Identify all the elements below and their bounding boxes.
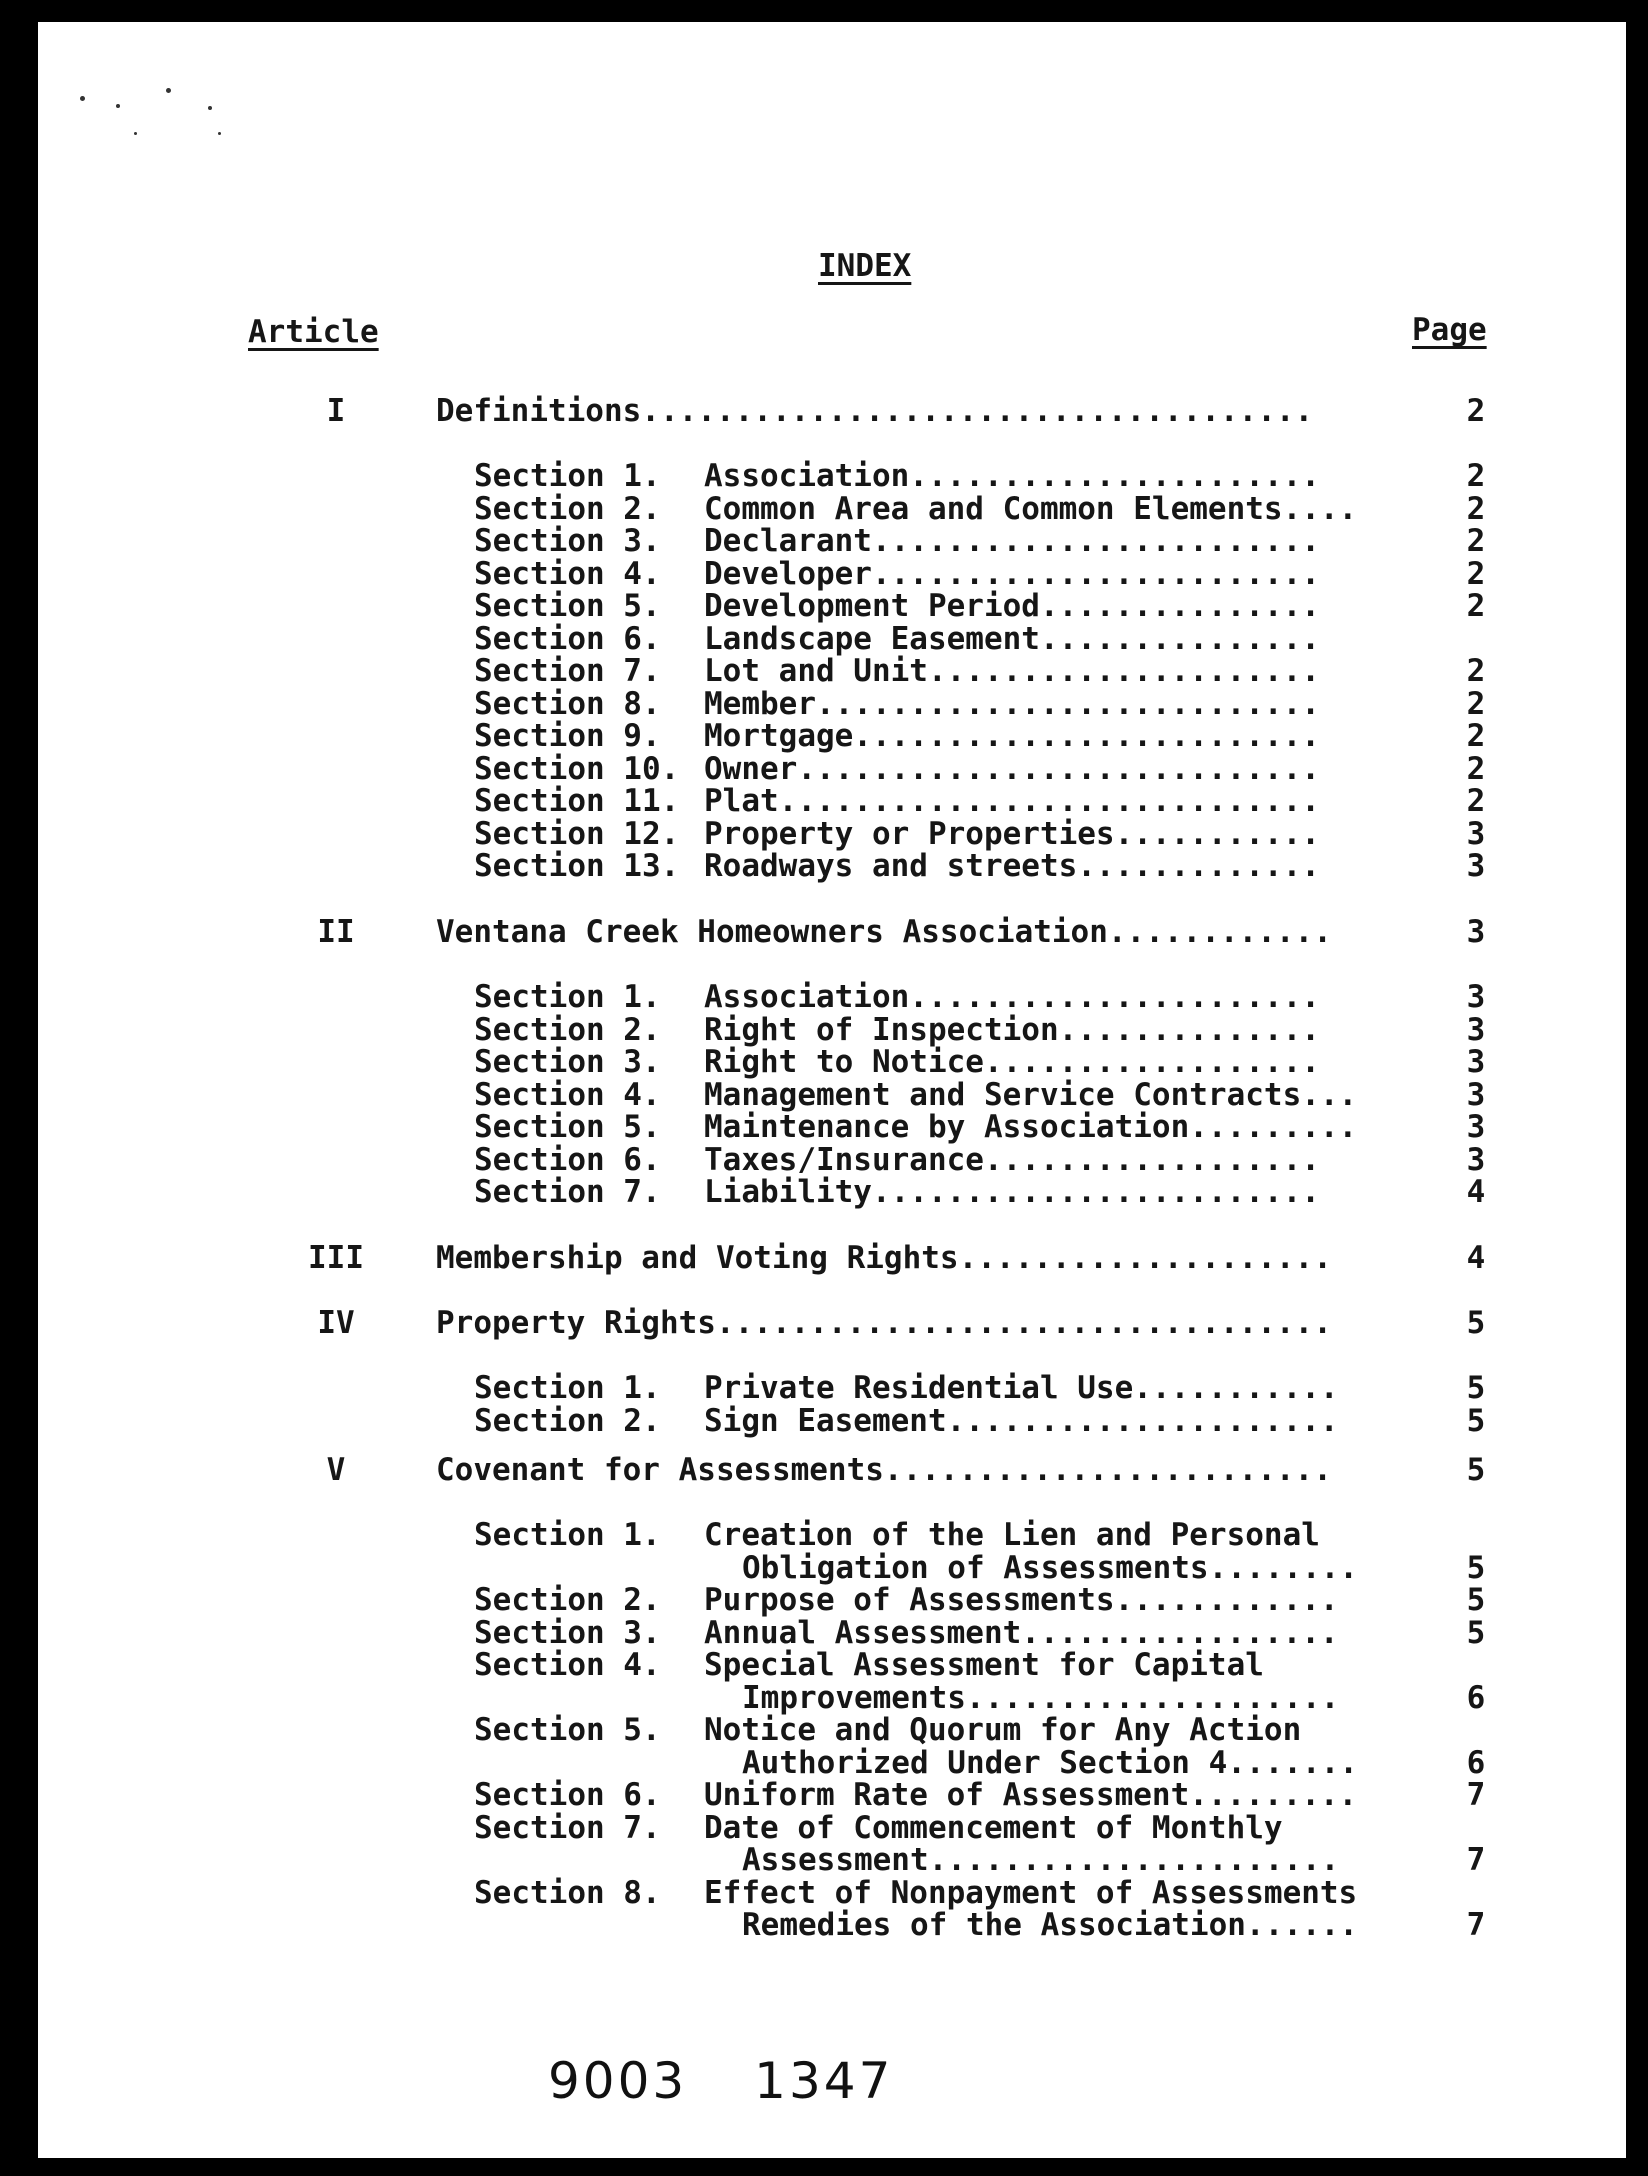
scan-speck bbox=[116, 104, 120, 108]
section-title: Roadways and streets............. bbox=[704, 848, 1320, 884]
section-page-number: 3 bbox=[1466, 1109, 1486, 1145]
article-column-header: Article bbox=[248, 314, 379, 350]
section-title: Purpose of Assessments............ bbox=[704, 1582, 1339, 1618]
section-number: Section 5. bbox=[474, 1712, 661, 1748]
section-page-number: 3 bbox=[1466, 1044, 1486, 1080]
section-number: Section 3. bbox=[474, 523, 661, 559]
section-title: Plat............................. bbox=[704, 783, 1320, 819]
section-title: Special Assessment for Capital bbox=[704, 1647, 1264, 1683]
section-title-continued: Assessment...................... bbox=[742, 1842, 1340, 1878]
section-number: Section 5. bbox=[474, 1109, 661, 1145]
section-title: Developer........................ bbox=[704, 555, 1320, 592]
section-number: Section 3. bbox=[474, 1614, 661, 1651]
section-page-number: 7 bbox=[1466, 1842, 1486, 1878]
section-title: Uniform Rate of Assessment......... bbox=[704, 1777, 1358, 1813]
section-page-number: 5 bbox=[1466, 1582, 1486, 1618]
section-number: Section 5. bbox=[474, 588, 661, 624]
section-title: Right of Inspection.............. bbox=[704, 1011, 1320, 1048]
section-page-number: 5 bbox=[1466, 1370, 1486, 1406]
section-title: Effect of Nonpayment of Assessments bbox=[704, 1874, 1358, 1911]
section-page-number: 2 bbox=[1466, 718, 1486, 754]
section-page-number: 3 bbox=[1466, 848, 1486, 884]
section-page-number: 6 bbox=[1466, 1679, 1486, 1716]
scan-speck bbox=[166, 88, 171, 93]
section-page-number: 5 bbox=[1466, 1614, 1486, 1651]
article-numeral: II bbox=[317, 914, 355, 950]
scan-speck bbox=[208, 106, 212, 110]
section-page-number: 2 bbox=[1466, 490, 1486, 527]
article-numeral: I bbox=[326, 393, 346, 429]
section-title: Maintenance by Association......... bbox=[704, 1109, 1358, 1145]
section-page-number: 2 bbox=[1466, 750, 1486, 787]
section-title: Taxes/Insurance.................. bbox=[704, 1141, 1320, 1178]
section-page-number: 2 bbox=[1466, 555, 1486, 592]
section-number: Section 7. bbox=[474, 1809, 661, 1846]
section-title: Private Residential Use........... bbox=[704, 1370, 1339, 1406]
section-page-number: 7 bbox=[1466, 1907, 1486, 1943]
section-number: Section 9. bbox=[474, 718, 661, 754]
section-page-number: 3 bbox=[1466, 1076, 1486, 1113]
section-number: Section 2. bbox=[474, 1402, 661, 1439]
section-number: Section 11. bbox=[474, 783, 680, 819]
section-page-number: 3 bbox=[1466, 1011, 1486, 1048]
section-page-number: 5 bbox=[1466, 1402, 1486, 1439]
section-number: Section 1. bbox=[474, 1370, 661, 1406]
section-title: Association...................... bbox=[704, 458, 1320, 494]
section-title: Common Area and Common Elements.... bbox=[704, 490, 1358, 527]
section-page-number: 3 bbox=[1466, 1141, 1486, 1178]
section-page-number: 5 bbox=[1466, 1549, 1486, 1586]
section-number: Section 13. bbox=[474, 848, 680, 884]
section-title: Property or Properties........... bbox=[704, 815, 1320, 852]
section-title: Development Period............... bbox=[704, 588, 1320, 624]
document-title: INDEX bbox=[818, 248, 912, 284]
section-number: Section 2. bbox=[474, 1011, 661, 1048]
scan-speck bbox=[134, 132, 137, 135]
section-number: Section 1. bbox=[474, 458, 661, 494]
section-page-number: 2 bbox=[1466, 653, 1486, 689]
section-page-number bbox=[1456, 622, 1496, 656]
section-number: Section 4. bbox=[474, 1076, 661, 1113]
section-title: Liability........................ bbox=[704, 1174, 1320, 1210]
section-number: Section 6. bbox=[474, 620, 661, 657]
section-number: Section 6. bbox=[474, 1777, 661, 1813]
article-heading: Property Rights................................. bbox=[436, 1305, 1332, 1341]
section-title: Notice and Quorum for Any Action bbox=[704, 1712, 1302, 1748]
section-number: Section 4. bbox=[474, 555, 661, 592]
section-number: Section 12. bbox=[474, 815, 680, 852]
section-title-continued: Obligation of Assessments........ bbox=[742, 1549, 1358, 1586]
section-page-number: 2 bbox=[1466, 588, 1486, 624]
section-page-number: 2 bbox=[1466, 458, 1486, 494]
section-number: Section 10. bbox=[474, 750, 680, 787]
section-number: Section 8. bbox=[474, 1874, 661, 1911]
section-title: Right to Notice.................. bbox=[704, 1044, 1320, 1080]
document-number: 9003 1347 bbox=[548, 2052, 894, 2110]
section-page-number: 3 bbox=[1466, 815, 1486, 852]
section-page-number: 2 bbox=[1466, 523, 1486, 559]
section-number: Section 8. bbox=[474, 685, 661, 722]
section-title: Creation of the Lien and Personal bbox=[704, 1517, 1320, 1553]
section-title-continued: Remedies of the Association...... bbox=[742, 1907, 1358, 1943]
article-numeral: IV bbox=[317, 1305, 355, 1341]
section-title: Sign Easement..................... bbox=[704, 1402, 1339, 1439]
article-heading: Membership and Voting Rights.................... bbox=[436, 1240, 1332, 1276]
section-number: Section 1. bbox=[474, 979, 661, 1015]
article-page-number: 2 bbox=[1466, 393, 1486, 429]
section-title: Landscape Easement............... bbox=[704, 620, 1320, 657]
section-number: Section 6. bbox=[474, 1141, 661, 1178]
section-title: Declarant........................ bbox=[704, 523, 1320, 559]
section-number: Section 1. bbox=[474, 1517, 661, 1553]
article-page-number: 5 bbox=[1466, 1305, 1486, 1341]
article-numeral: V bbox=[326, 1452, 346, 1488]
document-page bbox=[38, 22, 1626, 2158]
section-title: Member........................... bbox=[704, 685, 1320, 722]
section-page-number: 4 bbox=[1466, 1174, 1486, 1210]
section-number: Section 7. bbox=[474, 653, 661, 689]
section-number: Section 3. bbox=[474, 1044, 661, 1080]
section-page-number: 3 bbox=[1466, 979, 1486, 1015]
article-heading: Covenant for Assessments........................ bbox=[436, 1452, 1332, 1488]
article-page-number: 3 bbox=[1466, 914, 1486, 950]
section-number: Section 7. bbox=[474, 1174, 661, 1210]
page-column-header: Page bbox=[1412, 312, 1487, 348]
scan-speck bbox=[80, 96, 85, 101]
section-title: Management and Service Contracts... bbox=[704, 1076, 1358, 1113]
section-title: Annual Assessment................. bbox=[704, 1614, 1339, 1651]
article-heading: Definitions.................................... bbox=[436, 393, 1314, 429]
section-page-number: 2 bbox=[1466, 685, 1486, 722]
section-page-number: 7 bbox=[1466, 1777, 1486, 1813]
section-number: Section 4. bbox=[474, 1647, 661, 1683]
section-title: Lot and Unit..................... bbox=[704, 653, 1320, 689]
section-title: Association...................... bbox=[704, 979, 1320, 1015]
section-title-continued: Improvements.................... bbox=[742, 1679, 1340, 1716]
section-page-number: 6 bbox=[1466, 1744, 1486, 1781]
scan-speck bbox=[218, 132, 221, 135]
article-page-number: 4 bbox=[1466, 1240, 1486, 1276]
section-title-continued: Authorized Under Section 4....... bbox=[742, 1744, 1358, 1781]
article-heading: Ventana Creek Homeowners Association............ bbox=[436, 914, 1332, 950]
section-title: Owner............................ bbox=[704, 750, 1320, 787]
section-title: Mortgage......................... bbox=[704, 718, 1320, 754]
article-page-number: 5 bbox=[1466, 1452, 1486, 1488]
section-number: Section 2. bbox=[474, 1582, 661, 1618]
section-title: Date of Commencement of Monthly bbox=[704, 1809, 1283, 1846]
section-page-number: 2 bbox=[1466, 783, 1486, 819]
article-numeral: III bbox=[308, 1240, 364, 1276]
section-number: Section 2. bbox=[474, 490, 661, 527]
